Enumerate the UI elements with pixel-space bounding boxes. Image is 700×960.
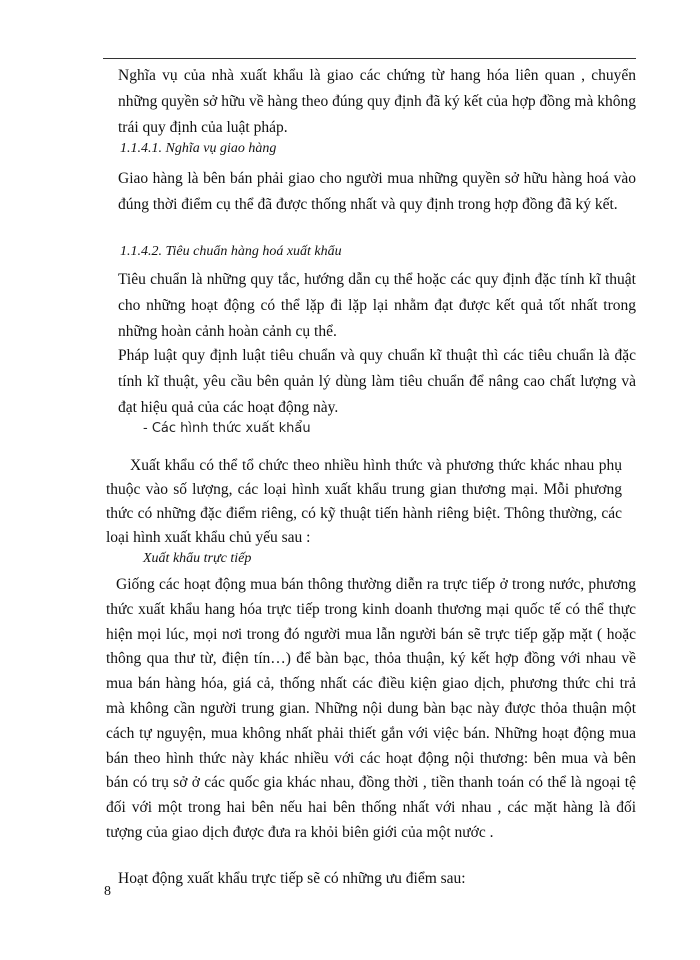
paragraph-delivery: Giao hàng là bên bán phải giao cho người mua những quyền sở hữu hàng hoá vào đúng thời điểm cụ thể đã được thống nhất và quy định trong hợp đồng đã ký kết. xyxy=(118,170,636,213)
paragraph-export-forms: Xuất khẩu có thể tổ chức theo nhiều hình thức và phương thức khác nhau phụ thuộc vào số lượng, các loại hình xuất khẩu trung gian thương mại. Mỗi phương thức có những đặc điểm riêng, có kỹ thuật tiến hành riêng biệt. Thông thường, các loại hình xuất khẩu chủ yếu sau : xyxy=(106,457,622,546)
paragraph-advantages-intro: Hoạt động xuất khẩu trực tiếp sẽ có những ưu điểm sau: xyxy=(118,870,466,887)
paragraph-standards-definition: Tiêu chuẩn là những quy tắc, hướng dẫn cụ thể hoặc các quy định đặc tính kĩ thuật cho những hoạt động có thể lặp đi lặp lại nhằm đạt được kết quả tốt nhất trong những hoàn cảnh hoàn cảnh cụ thể. xyxy=(118,271,636,340)
bullet-export-forms: - Các hình thức xuất khẩu xyxy=(143,421,311,436)
paragraph-obligation: Nghĩa vụ của nhà xuất khẩu là giao các chứng từ hang hóa liên quan , chuyển những quyền sở hữu về hàng theo đúng quy định đã ký kết của hợp đồng mà không trái quy định của luật pháp. xyxy=(118,67,636,136)
paragraph-standards-law: Pháp luật quy định luật tiêu chuẩn và quy chuẩn kĩ thuật thì các tiêu chuẩn là đặc tính kĩ thuật, yêu cầu bên quản lý dùng làm tiêu chuẩn để nâng cao chất lượng và đạt hiệu quả của các hoạt động này. xyxy=(118,347,636,416)
page-number: 8 xyxy=(104,884,111,899)
header-rule xyxy=(103,58,636,59)
heading-direct-export: Xuất khẩu trực tiếp xyxy=(143,551,252,566)
paragraph-direct-export: Giống các hoạt động mua bán thông thường diễn ra trực tiếp ở trong nước, phương thức xuất khẩu hang hóa trực tiếp trong kinh doanh thương mại quốc tế có thể thực hiện mọi lúc, mọi nơi trong đó người mua lẫn người bán sẽ trực tiếp gặp mặt ( hoặc thông qua thư từ, điện tín…) để bàn bạc, thỏa thuận, ký kết hợp đồng với nhau về mua bán hàng hóa, giá cả, thống nhất các điều kiện giao dịch, phương thức chi trả mà không cần người trung gian. Những nội dung bàn bạc này được thỏa thuận một cách tự nguyện, mua không nhất phải thiết gắn với việc bán. Những hoạt động mua bán theo hình thức này khác nhiều với các hoạt động nội thương: bên mua và bên bán có trụ sở ở các quốc gia khác nhau, đồng thời , tiền thanh toán có thể là ngoại tệ đối với một trong hai bên nếu hai bên thống nhất với nhau , các mặt hàng là đối tượng của giao dịch được đưa ra khỏi biên giới của một nước . xyxy=(106,576,636,841)
heading-export-standards: 1.1.4.2. Tiêu chuẩn hàng hoá xuất khẩu xyxy=(120,244,342,259)
heading-delivery-obligation: 1.1.4.1. Nghĩa vụ giao hàng xyxy=(120,141,277,156)
